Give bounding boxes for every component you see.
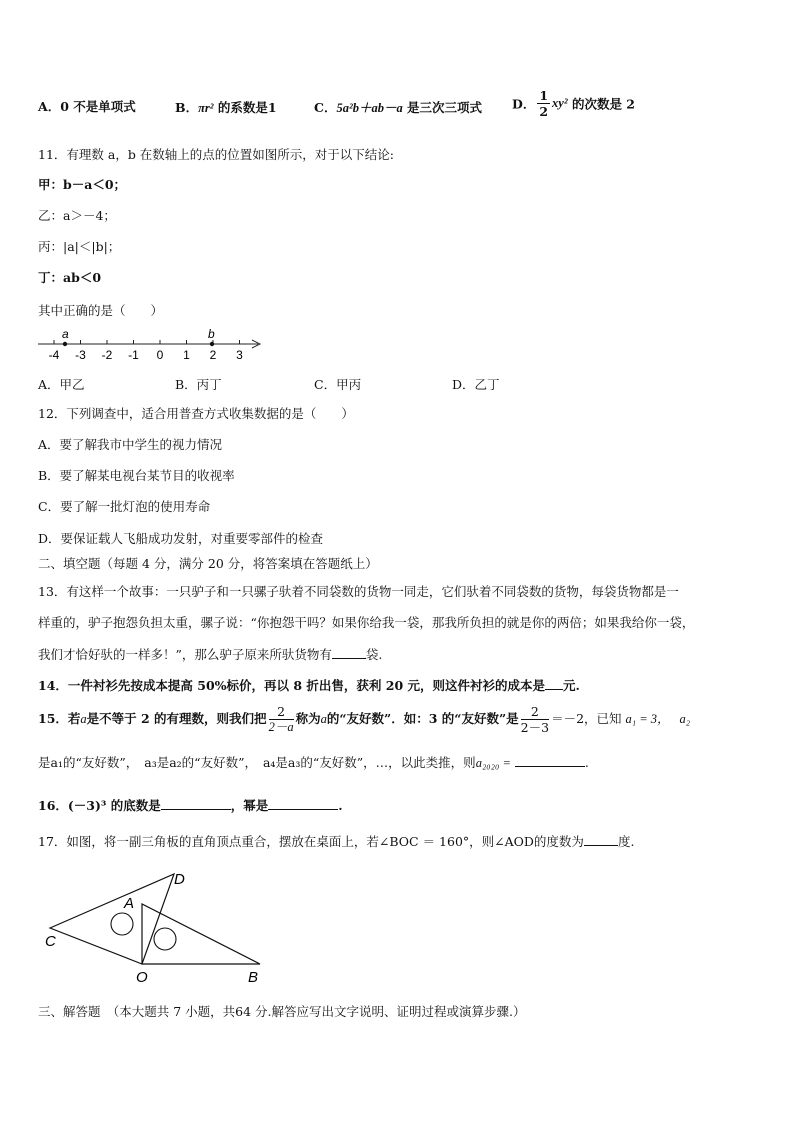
triangle-aob xyxy=(142,904,260,964)
q14-answer-blank[interactable] xyxy=(545,676,563,690)
triangle-hole-right xyxy=(154,928,176,950)
q12-option-a: A．要了解我市中学生的视力情况 xyxy=(38,437,223,452)
q17-answer-blank[interactable] xyxy=(584,832,618,846)
q10-option-d: D． $\frac{1}{2}$ xy² 的次数是 2 xyxy=(512,88,635,119)
label-b: B xyxy=(248,969,259,986)
q15-answer-blank[interactable] xyxy=(515,753,585,767)
q16-power-blank[interactable] xyxy=(268,796,338,810)
number-line-tick-label: 0 xyxy=(156,348,164,362)
label-o: O xyxy=(136,969,148,986)
number-line-tick-label: 2 xyxy=(209,348,217,362)
q13-line-2: 样重的，驴子抱怨负担太重，骡子说：“你抱怨干吗？如果你给我一袋，那我所负担的就是你的两倍；如果我给你一袋， xyxy=(38,615,695,630)
q10-option-a: A．0 不是单项式 xyxy=(38,99,136,114)
label-d: D xyxy=(174,871,185,888)
triangle-hole-left xyxy=(111,913,133,935)
q15-fraction-2: $\frac{2}{2-3}$ xyxy=(520,704,550,735)
label-c: C xyxy=(45,933,56,950)
point-b-dot xyxy=(210,342,214,346)
q11-statement-3: 丙：|a|＜|b|； xyxy=(38,239,121,254)
number-line-tick-label: -3 xyxy=(75,348,86,362)
q14-line: 14．一件衬衫先按成本提高 50%标价，再以 8 折出售，获利 20 元，则这件衬衫的成本是 元. xyxy=(38,678,580,693)
q12-option-b: B．要了解某电视台某节目的收视率 xyxy=(38,468,235,483)
q13-line-1: 13．有这样一个故事：一只驴子和一只骡子驮着不同袋数的货物一同走，它们驮着不同袋数的货物，每袋货物都是一 xyxy=(38,584,679,599)
q11-option-c: C．甲丙 xyxy=(314,377,362,392)
q15-line-1: 15．若a是不等于 2 的有理数，则我们把 $\frac{2}{2-a}$ 称为a的“友好数”．如：3 的“友好数”是 $\frac{2}{2-3}$ ＝－2，已知 a₁ = 3， a₂ xyxy=(38,704,691,735)
point-b-label: b xyxy=(208,328,215,341)
q10-option-b: B．πr² 的系数是1 xyxy=(175,100,277,115)
q15-line-2: 是a₁的“友好数”， a₃是a₂的“友好数”， a₄是a₃的“友好数”，…，以此类推，则a₂₀₂₀ = . xyxy=(38,755,589,770)
section-3-heading: 三、解答题 （本大题共 7 小题，共64 分.解答应写出文字说明、证明过程或演算步骤.） xyxy=(38,1004,526,1019)
q13-answer-blank[interactable] xyxy=(332,645,366,659)
q12-option-d: D．要保证载人飞船成功发射，对重要零部件的检查 xyxy=(38,531,324,546)
section-2-heading: 二、填空题（每题 4 分，满分 20 分，将答案填在答题纸上） xyxy=(38,556,378,571)
q11-statement-1: 甲：b－a＜0； xyxy=(38,177,127,192)
number-line-tick-label: -2 xyxy=(101,348,113,362)
q16-base-blank[interactable] xyxy=(161,796,231,810)
number-line-tick-label: -1 xyxy=(128,348,139,362)
q11-statement-2: 乙：a＞－4； xyxy=(38,208,116,223)
q11-statement-4: 丁：ab＜0 xyxy=(38,270,102,285)
q11-option-d: D．乙丁 xyxy=(452,377,500,392)
q10-options xyxy=(38,98,136,116)
q17-line: 17．如图，将一副三角板的直角顶点重合，摆放在桌面上，若∠BOC ＝ 160°，则∠AOD的度数为 度. xyxy=(38,834,635,849)
label-a: A xyxy=(124,895,135,912)
q12-option-c: C．要了解一批灯泡的使用寿命 xyxy=(38,499,211,514)
number-line-tick-label: -4 xyxy=(48,348,60,362)
q10-fraction: $\frac{1}{2}$ xyxy=(539,88,549,119)
point-a-label: a xyxy=(62,328,69,341)
number-line-tick-label: 3 xyxy=(236,348,243,362)
triangle-figure xyxy=(40,866,280,990)
number-line-tick-label: 1 xyxy=(183,348,190,362)
q15-fraction-1: $\frac{2}{2-a}$ xyxy=(268,704,294,734)
q11-option-a: A．甲乙 xyxy=(38,377,85,392)
point-a-dot xyxy=(63,342,67,346)
q13-line-3: 我们才恰好驮的一样多！”，那么驴子原来所驮货物有 袋. xyxy=(38,647,383,662)
q11-option-b: B．丙丁 xyxy=(175,377,222,392)
q16-line: 16．(－3)³ 的底数是 ，幂是 . xyxy=(38,798,343,813)
number-line-figure xyxy=(36,328,266,364)
q12-stem: 12．下列调查中，适合用普查方式收集数据的是（ ） xyxy=(38,406,354,421)
q11-stem: 11．有理数 a，b 在数轴上的点的位置如图所示，对于以下结论: xyxy=(38,147,395,162)
q11-question: 其中正确的是（ ） xyxy=(38,303,164,318)
q10-option-c: C．5a²b＋ab－a 是三次三项式 xyxy=(314,100,483,115)
